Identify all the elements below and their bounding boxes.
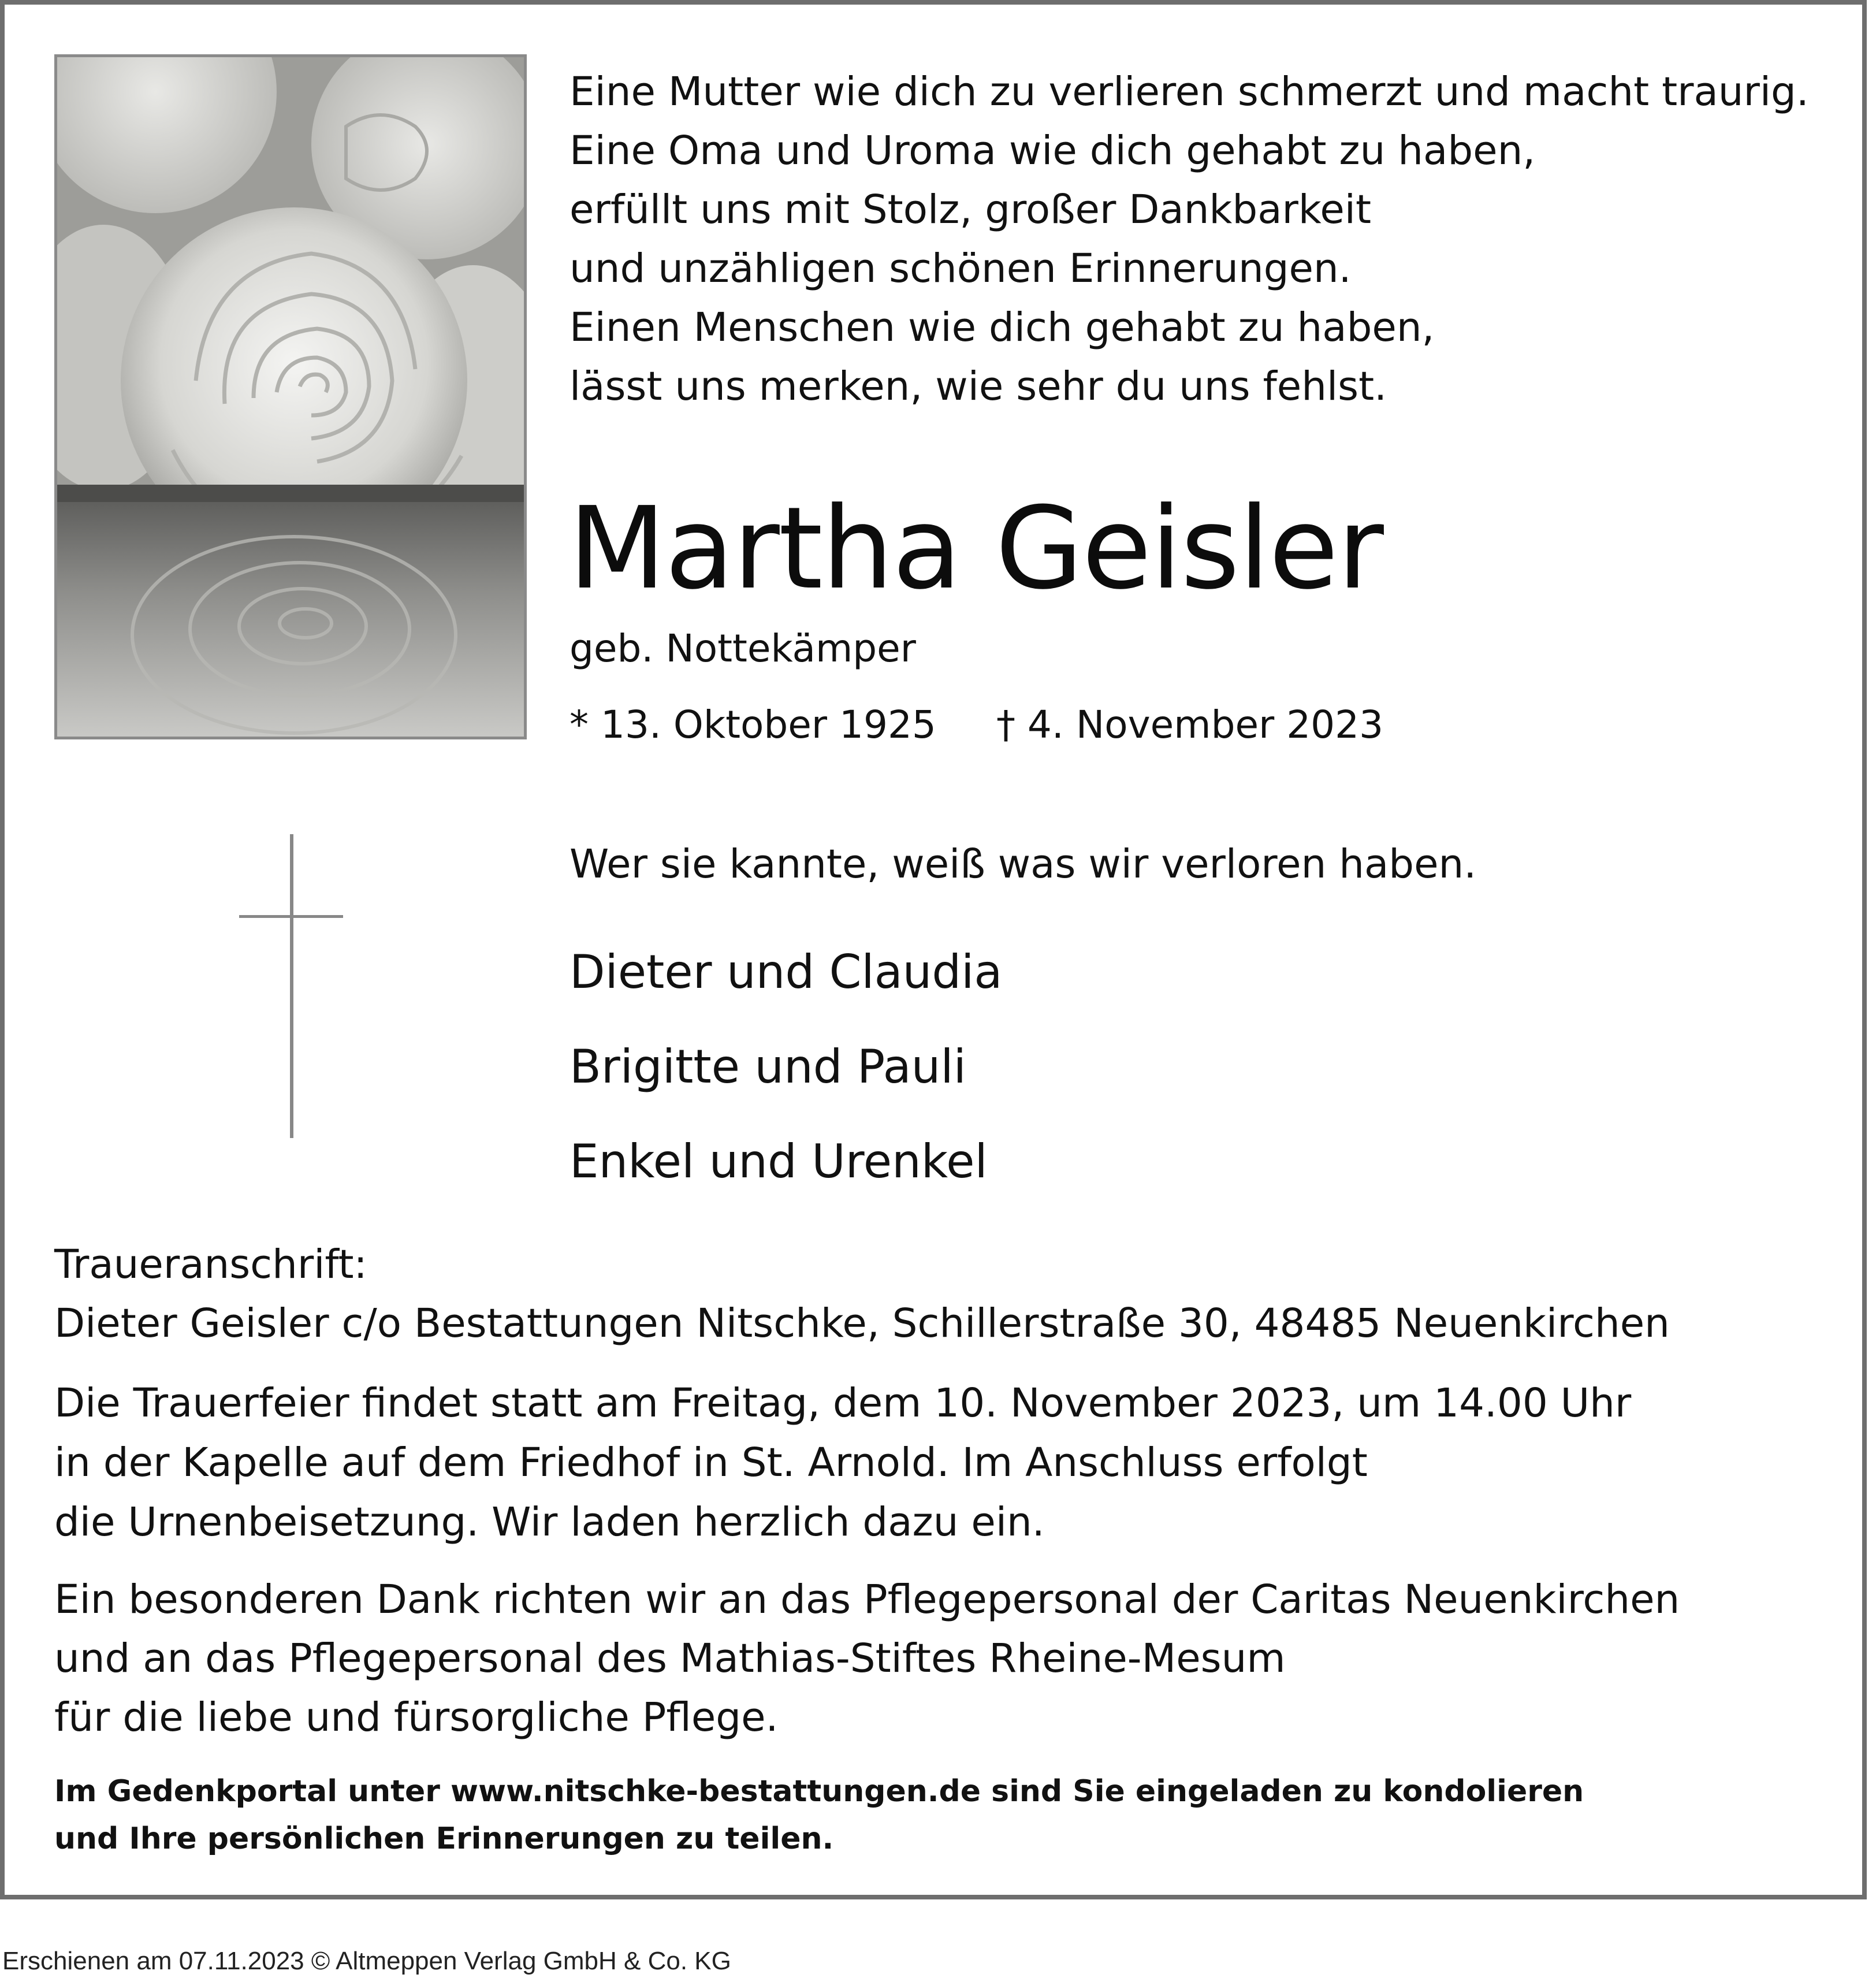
thanks-line: und an das Pflegepersonal des Mathias-Stiftes Rheine-Mesum [54,1635,1286,1682]
family-member: Brigitte und Pauli [570,1040,966,1094]
service-line: Die Trauerfeier findet statt am Freitag, dem 10. November 2023, um 14.00 Uhr [54,1380,1632,1426]
poem-line: lässt uns merken, wie sehr du uns fehlst. [570,363,1387,410]
poem [570,62,1809,416]
poem-line: Eine Oma und Uroma wie dich gehabt zu haben, [570,128,1536,174]
life-dates [570,699,1383,751]
poem-line: Einen Menschen wie dich gehabt zu haben, [570,304,1435,351]
memorial-portal-note [54,1768,1584,1862]
poem-line: erfüllt uns mit Stolz, großer Dankbarkeit [570,187,1372,233]
family-list [570,940,1002,1225]
birth-date: * 13. Oktober 1925 [570,702,936,747]
address-line: Dieter Geisler c/o Bestattungen Nitschke, Schillerstraße 30, 48485 Neuenkirchen [54,1300,1670,1347]
portal-line: Im Gedenkportal unter www.nitschke-bestattungen.de sind Sie eingeladen zu kondolieren [54,1774,1584,1809]
poem-line: Eine Mutter wie dich zu verlieren schmerzt und macht traurig. [570,69,1809,115]
thanks-line: für die liebe und fürsorgliche Pflege. [54,1694,779,1741]
service-line: die Urnenbeisetzung. Wir laden herzlich dazu ein. [54,1499,1045,1545]
address-label: Traueranschrift: [54,1241,367,1288]
poem-line: und unzähligen schönen Erinnerungen. [570,246,1352,292]
mourning-address [54,1235,1670,1353]
quote: Wer sie kannte, weiß was wir verloren haben. [570,841,1477,887]
family-member: Enkel und Urenkel [570,1135,988,1188]
deceased-name: Martha Geisler [568,483,1383,615]
roses-photo [54,54,527,739]
thanks-line: Ein besonderen Dank richten wir an das Pflegepersonal der Caritas Neuenkirchen [54,1577,1680,1623]
maiden-name: geb. Nottekämper [570,626,916,671]
cross-icon [239,834,343,1140]
service-line: in der Kapelle auf dem Friedhof in St. Arnold. Im Anschluss erfolgt [54,1440,1368,1486]
portal-line: und Ihre persönlichen Erinnerungen zu teilen. [54,1821,834,1856]
death-date: † 4. November 2023 [996,702,1384,747]
service-info [54,1374,1631,1552]
publication-footer: Erschienen am 07.11.2023 © Altmeppen Verlag GmbH & Co. KG [2,1947,731,1975]
family-member: Dieter und Claudia [570,945,1003,999]
thanks-text [54,1570,1680,1747]
